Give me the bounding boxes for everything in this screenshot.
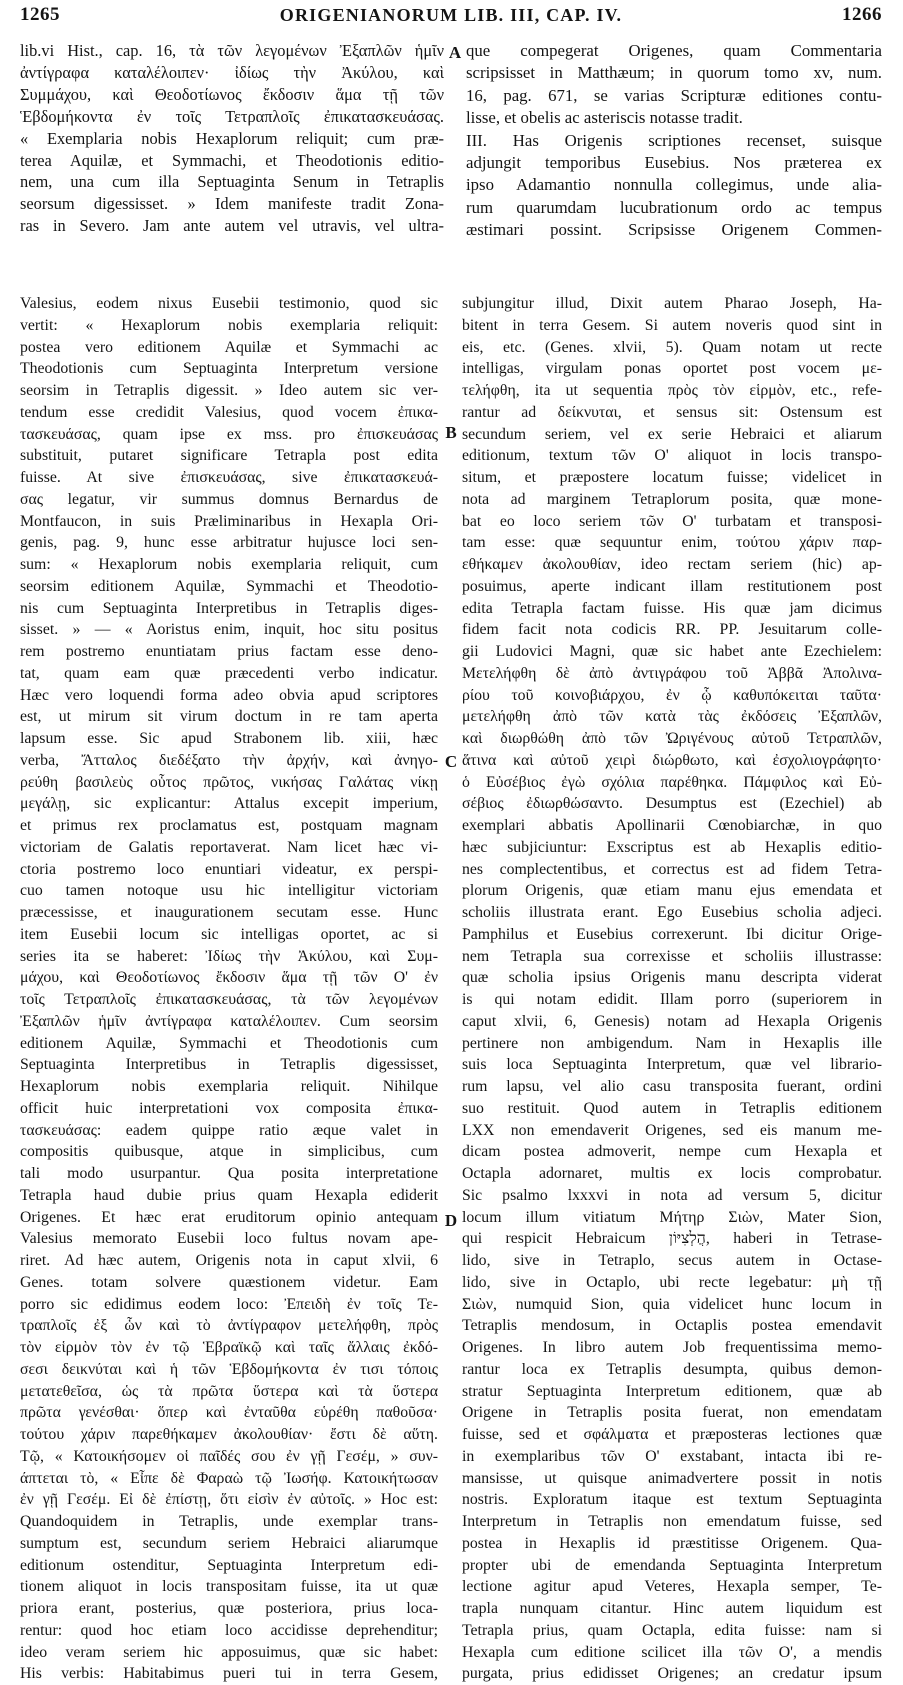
top-right-column — [466, 40, 882, 242]
text-line: nis cum Septuaginta Interpretibus in Tetraplis diges- — [20, 599, 438, 617]
text-line: lapsum esse. Sic apud Strabonem lib. xiii, hæc — [20, 730, 438, 747]
text-line: terea Aquilæ, et Symmachi, et Theodotionis editio- — [20, 150, 444, 170]
text-line: tam esse: quæ sequuntur enim, τούτου χάριν παρ- — [462, 534, 882, 552]
text-line: fuisse. At sive ἐπισκευάσας, sive ἐπικατασκευά- — [20, 469, 438, 486]
bottom-left-column — [20, 293, 438, 1685]
text-line: ἐν γῇ Γεσέμ. Εἰ δὲ ἐπίστῃ, ὅτι εἰσὶν ἐν αὐτοῖς. » Hoc est: — [20, 1491, 438, 1509]
text-line: eis, etc. (Genes. xlvii, 5). Quam notam ut recte — [462, 338, 882, 356]
text-line: Montfaucon, in suis Præliminaribus in Hexapla Ori- — [20, 512, 438, 530]
text-line: Quandoquidem in Tetraplis, unde exemplar trans- — [20, 1513, 438, 1530]
text-line: fuisse, sed et σφάλματα et præposteras lectiones quæ — [462, 1426, 882, 1443]
text-line: scripsisset in Matthæum; in quorum tomo xv, num. — [466, 63, 882, 83]
text-line: compositis quibusque, atque in simplicibus, cum — [20, 1143, 438, 1161]
margin-marker-c: C — [444, 752, 458, 771]
text-line: μεγάλῃ, sic explicantur: Attalus excepit imperium, — [20, 795, 438, 813]
text-line: secundum seriem, vel ex serie Hebraici et aliarum — [462, 425, 882, 443]
text-line: cuo tamen notoque usu hic intelligitur victoriam — [20, 882, 438, 900]
text-line: rentur: quod hoc etiam loco accidisse deprehenditur; — [20, 1621, 438, 1639]
text-line: stratur Septuaginta Interpretum editionem, quæ ab — [462, 1382, 882, 1400]
text-line: Sic psalmo lxxxvi in nota ad versum 5, dicitur — [462, 1186, 882, 1204]
text-line: τελήφθη, ita ut sequentia πρὸς τὸν εἱρμὸν, etc., refe- — [462, 382, 882, 399]
text-line: fidem facit nota codicis RR. PP. Jesuitarum colle- — [462, 621, 882, 639]
text-line: exemplari abbatis Apollinarii Cœnobiarchæ, in quo — [462, 817, 882, 834]
text-line: ρίου τοῦ κοινοβιάρχου, ἐν ᾧ καθυπόκειται ταῦτα· — [462, 686, 882, 704]
text-line: LXX non emendaverit Origenes, sed eis manum me- — [462, 1121, 882, 1139]
text-line: μάχου, καὶ Θεοδοτίωνος ἔκδοσιν ἅμα τῇ τῶν Ο' ἐν — [20, 969, 438, 987]
text-line: Σιὼν, numquid Sion, quia videlicet hunc locum in — [462, 1295, 882, 1313]
text-line: subjungitur illud, Dixit autem Pharao Joseph, Ha- — [462, 295, 882, 312]
text-line: æstimari possint. Scripsisse Origenem Commen- — [466, 220, 882, 240]
text-line: intelligas, virgulam ponas oportet post vocem με- — [462, 360, 882, 378]
text-line: præcessisse, et inaugurationem secutam esse. Hunc — [20, 904, 438, 921]
text-line: Tetrapla prius, quam Octapla, edita fuisse: nam si — [462, 1621, 882, 1639]
text-line: Interpretum in Tetraplis non emendatum fuisse, sed — [462, 1513, 882, 1530]
text-line: Origene in Tetraplis posita fuerat, non emendatam — [462, 1404, 882, 1422]
text-line: sisset. » — « Aoristus enim, inquit, hoc situ positus — [20, 621, 438, 639]
text-line: plorum Origenis, quæ etiam manu ejus emendata et — [462, 882, 882, 900]
text-line: rum lapsu, vel alio casu transposita fuerant, ordini — [462, 1078, 882, 1095]
text-line: ὁ Εὐσέβιος ἐγὼ σχόλια παρέθηκα. Πάμφιλος καὶ Εὐ- — [462, 773, 882, 791]
text-line: substituit, putaret significare Tetrapla post edita — [20, 447, 438, 465]
text-line: ras in Severo. Jam ante autem vel utravis, vel ultra- — [20, 216, 444, 236]
text-line: suo restituit. Quod autem in Tetraplis editionem — [462, 1099, 882, 1117]
text-line: His verbis: Habitabimus pueri tui in terra Gesem, — [20, 1665, 438, 1683]
text-line: τασκευάσας, quam ipse ex mss. pro ἐπισκευάσας — [20, 425, 438, 443]
text-line: Ἐξαπλῶν ἡμῖν ἀντίγραφα καταλέλοιπεν. Cum seorsim — [20, 1012, 438, 1030]
text-line: tali modo usurpantur. Qua posita interpretatione — [20, 1165, 438, 1182]
text-line: est, ut mirum sit virum doctum in re tam aperta — [20, 708, 438, 726]
text-line: Theodotionis cum Septuaginta Interpretum versione — [20, 360, 438, 378]
text-line: postea vero editionem Aquilæ et Symmachi ac — [20, 338, 438, 356]
text-line: tendum esse credidit Valesius, quod vocem ἐπικα- — [20, 403, 438, 421]
text-line: « Exemplaria nobis Hexaplorum reliquit; cum præ- — [20, 128, 444, 148]
text-line: situm, et præpostere locatum fuisse; videlicet in — [462, 469, 882, 486]
text-line: seorsim editionem Aquilæ, Symmachi et Theodotio- — [20, 577, 438, 595]
bottom-right-column — [462, 293, 882, 1685]
text-line: bitent in terra Gesem. Si autem noveris quod sint in — [462, 316, 882, 334]
text-line: mansisse, ut quisque animadvertere possit in notis — [462, 1469, 882, 1487]
text-line: Τῷ, « Κατοικήσομεν οἱ παῖδές σου ἐν γῇ Γεσέμ, » συν- — [20, 1447, 438, 1465]
page-number-right: 1266 — [842, 4, 882, 25]
text-line: is qui notam edidit. Illam porro (superiorem in — [462, 991, 882, 1008]
text-line: ρεύθη βασιλεὺς οὗτος πρῶτος, νικήσας Γαλάτας νίκῃ — [20, 773, 438, 791]
text-line: Hæc vero loquendi forma adeo obvia apud scriptores — [20, 686, 438, 704]
text-line: Hexapla cum editione scilicet illa τῶν Ο', a mendis — [462, 1643, 882, 1661]
text-line: lisse, et obelis ac asteriscis notasse tradit. — [466, 108, 743, 128]
text-line: hæc subjiciuntur: Exscriptus est ab Hexaplis editio- — [462, 838, 882, 856]
text-line: Octapla adornaret, multis ex locis comprobatur. — [462, 1165, 882, 1182]
text-line: genis, pag. 9, hunc esse arbitratur hujusce loci sen- — [20, 534, 438, 552]
text-line: suis loca Septuaginta Interpretum, quæ vel librario- — [462, 1056, 882, 1074]
text-line: bat eo loco seriem τῶν Ο' turbatam et transposi- — [462, 512, 882, 530]
text-line: ideo veram seriem hic apposuimus, quæ sic habet: — [20, 1643, 438, 1661]
text-line: άπτεται τὸ, « Εἶπε δὲ Φαραὼ τῷ Ἰωσήφ. Κατοικήτωσαν — [20, 1469, 438, 1487]
text-line: que compegerat Origenes, quam Commentaria — [466, 41, 882, 60]
text-line: πρῶτα γενέσθαι· ὅπερ καὶ ἐνταῦθα εὑρέθη παθοῦσα· — [20, 1404, 438, 1422]
text-line: dicam postea admoverit, nempe cum Hexapla et — [462, 1143, 882, 1161]
text-line: nem Tetrapla sua correxisse et scholiis illustrasse: — [462, 947, 882, 965]
text-line: purgata, prius edidisset Origenes; an credatur ipsum — [462, 1665, 882, 1683]
text-line: scholiis illustrata erant. Ego Eusebius scholia adjeci. — [462, 904, 882, 921]
text-line: edita Tetrapla factam fuisse. His quæ jam dicimus — [462, 599, 882, 617]
text-line: seorsim in Tetraplis digessit. » Ideo autem sic ver- — [20, 382, 438, 399]
text-line: in exemplaribus τῶν Ο' exstabant, intacta ibi re- — [462, 1447, 882, 1465]
text-line: riret. Ad hæc autem, Origenis nota in caput xlvii, 6 — [20, 1252, 438, 1269]
text-line: Valesius memorato Eusebii loco fultus novam ape- — [20, 1230, 438, 1248]
text-line: ctoria postremo loco enuntiari videatur, ex perspi- — [20, 860, 438, 878]
text-line: pertinere non ambigendum. Nam in Hexaplis ille — [462, 1034, 882, 1052]
text-line: seorsum digessisset. » Idem manifeste tradit Zona- — [20, 194, 444, 214]
text-line: Genes. totam solvere quæstionem videtur. Eam — [20, 1273, 438, 1291]
text-line: 16, pag. 671, se varias Scripturæ editiones contu- — [466, 85, 882, 105]
text-line: rem postremo enuntiatam prius factam esse deno- — [20, 643, 438, 660]
text-line: τὸν εἱρμὸν τὸν ἐν τῷ Ἑβραϊκῷ καὶ ταῖς ἄλλαις ἐκδό- — [20, 1339, 438, 1356]
text-line: verba, Ἄτταλος διεδέξατο τὴν ἀρχήν, καὶ ἀνηγο- — [20, 751, 438, 769]
text-line: σέβιος ἐδιωρθώσαντο. Desumptus est (Ezechiel) ab — [462, 795, 882, 813]
text-line: rantur ad δείκνυται, et sensus sit: Ostensum est — [462, 403, 882, 421]
text-line: Ἑβδομήκοντα ἐν τοῖς Τετραπλοῖς ἐπικατασκευάσας. — [20, 106, 444, 126]
text-line: καὶ διωρθώθη ἀπὸ τῶν Ὠριγένους αὐτοῦ Τετραπλῶν, — [462, 730, 882, 747]
text-line: τραπλοῖς ἐξ ὧν καὶ τὸ ἀντίγραφον μετελήφθη, πρὸς — [20, 1317, 438, 1335]
page-header — [20, 4, 882, 30]
text-line: nes complectentibus, et correctus est ad fidem Tetra- — [462, 860, 882, 878]
text-line: gii Ludovici Magni, quæ sic habet ante Ezechielem: — [462, 643, 882, 660]
text-line: propter ubi de emendanda Septuaginta Interpretum — [462, 1556, 882, 1574]
text-line: quæ scholia ipsius Origenis manu descripta viderat — [462, 969, 882, 987]
text-line: sumptum est, secundum seriem Hebraici aliarumque — [20, 1534, 438, 1552]
text-line: ἅτινα καὶ αὐτοῦ χειρὶ διώρθωτο, καὶ ἐσχολιογράφητο· — [462, 751, 882, 769]
text-line: Origenes. Et hæc erat eruditorum opinio antequam — [20, 1208, 438, 1226]
text-line: series ita se haberet: Ἰδίως τὴν Ἀκύλου, καὶ Συμ- — [20, 947, 438, 965]
text-line: μετατεθεῖσα, ὡς τὰ πρῶτα ὕστερα καὶ τὰ ὕστερα — [20, 1382, 438, 1400]
text-line: ipso Adamantio nonnulla collegimus, unde alia- — [466, 175, 882, 195]
text-line: tionem aliquot in locis transpositam fuisse, ita ut quæ — [20, 1578, 438, 1596]
text-line: rum quarumdam lucubrationum ordo ac tempus — [466, 197, 882, 217]
text-line: editionum ostenditur, Septuaginta Interpretum edi- — [20, 1556, 438, 1574]
text-line: posuimus, aperte indicant illam restitutionem post — [462, 577, 882, 595]
text-line: τασκευάσας: eadem quippe ratio æque valet in — [20, 1121, 438, 1139]
text-line: Origenes. In libro autem Job frequentissima memo- — [462, 1339, 882, 1356]
text-line: et primus rex proclamatus est, postquam magnam — [20, 817, 438, 834]
text-line: postea in Hexaplis id præstitisse Origenem. Qua- — [462, 1534, 882, 1552]
text-line: nem, una cum illa Septuaginta Senum in Tetraplis — [20, 172, 444, 192]
text-line: Tetraplis mendosum, in Octaplis postea emendavit — [462, 1317, 882, 1335]
text-line: Μετελήφθη δὲ ἀπὸ ἀντιγράφου τοῦ Ἀββᾶ Ἀπολινα- — [462, 664, 882, 682]
margin-marker-d: D — [444, 1211, 458, 1230]
margin-marker-b: B — [445, 423, 457, 442]
text-line: εθήκαμεν ἀκολουθίαν, ideo rectam seriem (hic) ap- — [462, 556, 882, 573]
text-line: Pamphilus et Eusebius correxerunt. Ibi dicitur Orige- — [462, 925, 882, 943]
text-line: officit huic interpretationi vox composita ἐπικα- — [20, 1099, 438, 1117]
text-line: item Eusebii locum sic intelligas oportet, ac si — [20, 925, 438, 943]
text-line: lido, sive in Tetraplo, secus autem in Octase- — [462, 1252, 882, 1269]
text-line: adjungit temporibus Eusebius. Nos præterea ex — [466, 153, 882, 173]
text-line: ἀντίγραφα καταλέλοιπεν· ἰδίως τὴν Ἀκύλου, καὶ — [20, 62, 444, 82]
text-line: τοῖς Τετραπλοῖς ἐπικατασκευάσας, τὰ τῶν λεγομένων — [20, 991, 438, 1008]
text-line: nostris. Exploratum itaque est textum Septuaginta — [462, 1491, 882, 1509]
text-line: trapla nunquam citantur. Hinc autem liquidum est — [462, 1600, 882, 1617]
running-title: ORIGENIANORUM LIB. III, CAP. IV. — [279, 5, 623, 25]
text-line: σεσι δεικνύται καὶ ἡ τῶν Ἑβδομήκοντα ἐν τισι τόποις — [20, 1360, 438, 1378]
text-line: III. Has Origenis scriptiones recenset, suisque — [466, 130, 882, 150]
text-line: τούτου χάριν παρεθήκαμεν ἀκολουθίαν· ἔστι δὲ αὕτη. — [20, 1426, 438, 1443]
text-line: rantur loca ex Tetraplis desumpta, quibus demon- — [462, 1360, 882, 1378]
text-line: Valesius, eodem nixus Eusebii testimonio, quod sic — [20, 295, 438, 312]
text-line: vertit: « Hexaplorum nobis exemplaria reliquit: — [20, 316, 438, 334]
text-line: Septuaginta Interpretibus in Tetraplis digessisset, — [20, 1056, 438, 1074]
text-line: qui respicit Hebraicum הֲלְצִיּוֹן, haberi in Tetrase- — [462, 1230, 882, 1248]
text-line: lectione agitur apud Veteres, Hexapla semper, Te- — [462, 1578, 882, 1596]
text-line: caput xlvii, 6, Genesis) notam ad Hexapla Origenis — [462, 1012, 882, 1030]
text-line: lido, sive in Octaplo, ubi recte legebatur: μὴ τῇ — [462, 1273, 882, 1291]
text-line: victoriam de Galatis reportaverat. Nam licet hæc vi- — [20, 838, 438, 856]
text-line: Hexaplorum nobis exemplaria reliquit. Nihilque — [20, 1078, 438, 1095]
text-line: nota ad marginem Tetraplorum posita, quæ mone- — [462, 490, 882, 508]
text-line: locum illum vitiatum Μήτηρ Σιὼν, Mater Sion, — [462, 1208, 882, 1226]
text-line: lib.vi Hist., cap. 16, τὰ τῶν λεγομένων Ἐξαπλῶν ἡμῖν — [20, 41, 444, 60]
text-line: editionum, textum τῶν Ο' aliquot in locis transpo- — [462, 447, 882, 465]
text-line: tat, quam eam quæ præcedenti verbo indicatur. — [20, 664, 438, 682]
page-number-left: 1265 — [20, 4, 60, 25]
top-left-column — [20, 40, 444, 237]
text-line: Tetrapla haud dubie prius quam Hexapla ediderit — [20, 1186, 438, 1204]
text-line: porro sic edidimus eodem loco: Ἐπειδὴ ἐν τοῖς Τε- — [20, 1295, 438, 1313]
text-line: priora erant, posterius, quæ posteriora, prius loca- — [20, 1600, 438, 1617]
text-line: Συμμάχου, καὶ Θεοδοτίωνος ἔκδοσιν ἅμα τῇ τῶν — [20, 84, 444, 104]
text-line: sum: « Hexaplorum nobis exemplaria reliquit, cum — [20, 556, 438, 573]
text-line: μετελήφθη ἀπὸ τῶν κατὰ τὰς ἐκδόσεις Ἐξαπλῶν, — [462, 708, 882, 726]
text-line: editionem Aquilæ, Symmachi et Theodotionis cum — [20, 1034, 438, 1052]
text-line: σας legatur, vir summus domnus Bernardus de — [20, 490, 438, 508]
margin-marker-a: A — [448, 43, 462, 62]
